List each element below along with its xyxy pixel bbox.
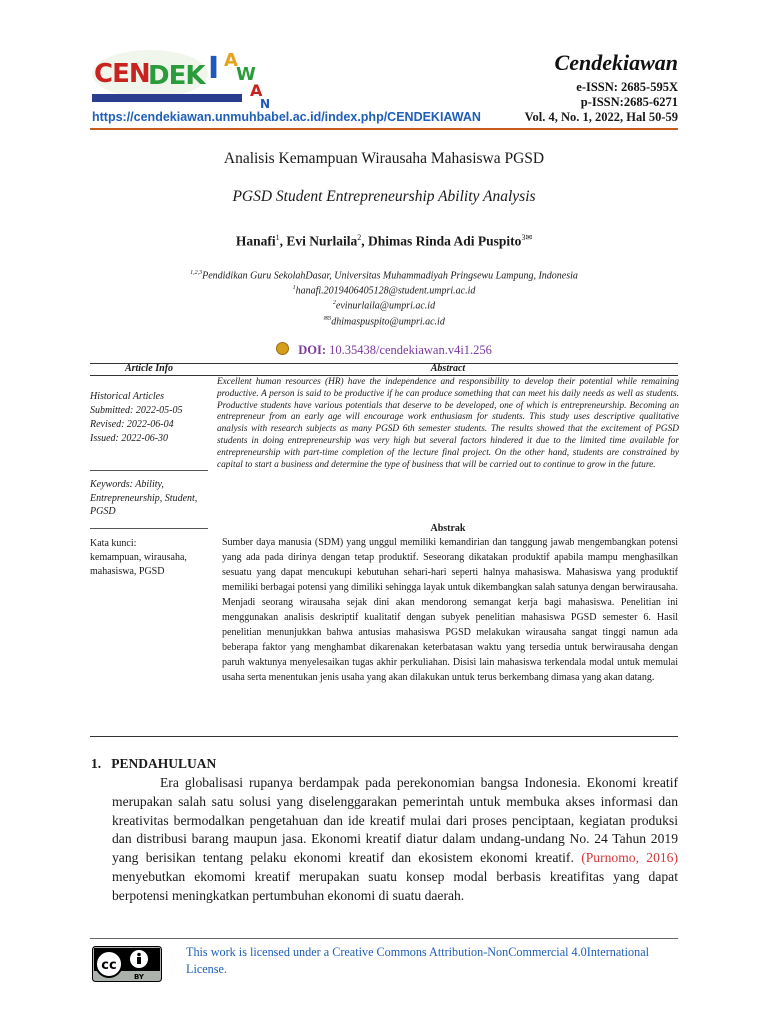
pissn: p-ISSN:2685-6271: [580, 95, 678, 109]
body-paragraph: Era globalisasi rupanya berdampak pada perekonomian bangsa Indonesia. Ekonomi kreatif merupakan salah satu solusi yang diselenggarakan pemerintah untuk membuka akses informasi dan kreativitas bermodalkan pengetahuan dan ide kreatif mulai dari proses penciptaan, kegiatan produksi dan distribusi barang maupun jasa. Ekonomi kreatif diatur dalam undang-undang No. 24 Tahun 2019 yang berisikan tentang pelaku ekonomi kreatif dan ekosistem ekonomi kreatif. (Purnomo, 2016) menyebutkan ekomomi kreatif merupakan suatu konsep modal berbasis kreatifitas yang dapat berpotensi meningkatkan pertumbuhan ekonomi di suatu daerah.: [112, 775, 678, 903]
title-english: PGSD Student Entrepreneurship Ability Analysis: [232, 188, 536, 205]
svg-text:CEN: CEN: [94, 59, 150, 89]
abstract-indonesian: Sumber daya manusia (SDM) yang unggul memiliki kemandirian dan tanggung jawab mengembangkan potensi yang ada pada dirinya dengan tetap produktif. Seseorang dikatakan produktif apabila mampu menghasilkan sesuatu yang dapat mencukupi kebutuhan sehari-hari seperti halnya mahasiswa. Mahasiswa yang produktif memiliki berbagai potensi yang dimiliki sehingga layak untuk dikembangkan salah satunya dengan berwirausaha. Menjadi seorang wirausaha sejak dini akan mendorong semangat kerja bagi mahasiswa. Penelitian ini menggunakan analisis deskriptif kualitatif dengan subyek penelitian mahasiswa PGSD semester 6. Hasil penelitian menunjukkan bahwa antusias mahasiswa PGSD melakukan wirausaha sangat tinggi namun ada beberapa faktor yang menghambat dikarenakan keterbatasan waktu yang tersedia untuk berwirausaha dengan paruh waktunya menyelesaikan tugas akhir perkuliahan. Disisi lain mahasiswa terkendala modal untuk memulai usaha serta menentukan jenis usaha yang akan dilakukan untuk terus berkembang dimasa yang akan datang.: [222, 537, 678, 683]
journal-name: Cendekiawan: [554, 50, 678, 75]
license-link[interactable]: This work is licensed under a Creative Commons Attribution-NonCommercial 4.0International License.: [186, 945, 650, 976]
section-heading: 1. PENDAHULUAN: [91, 756, 217, 771]
svg-text:cc: cc: [101, 958, 117, 973]
revised-date: Revised: 2022-06-04: [90, 419, 174, 430]
footer-divider: [90, 938, 678, 939]
citation-link[interactable]: (Purnomo, 2016): [581, 850, 678, 866]
doi-link[interactable]: 10.35438/cendekiawan.v4i1.256: [329, 343, 492, 357]
keywords: Keywords: Ability, Entrepreneurship, Student, PGSD: [90, 479, 198, 517]
author-name: Dhimas Rinda Adi Puspito: [368, 233, 522, 249]
svg-text:A: A: [250, 81, 263, 100]
article-info-header: Article Info: [124, 363, 174, 374]
doi-label: DOI:: [298, 343, 326, 357]
svg-text:DEK: DEK: [148, 61, 205, 91]
email-3: $^{✉3}$dhimaspuspito@umpri.ac.id: [323, 316, 445, 328]
historical-articles-label: Historical Articles: [90, 391, 164, 402]
journal-logo: [90, 44, 270, 114]
author-name: Hanafi: [235, 233, 276, 249]
kata-kunci-label: Kata kunci:: [90, 538, 137, 549]
table-header-rule: [90, 375, 678, 376]
title-indonesian: Analisis Kemampuan Wirausaha Mahasiswa PGSD: [223, 150, 545, 167]
abstract-english: Excellent human resources (HR) have the independence and responsibility to develop their potential while remaining productive. A person is said to be productive if he can produce something that can meet his daily needs as well as students. Productive students have various potentials that deserve to be developed, one of which is entrepreneurship. Becoming an entrepreneur from an early age will encourage work enthusiasm for students. This study uses descriptive qualitative analysis with research subjects as many PGSD 6th semester students. The results showed that the excitement of PGSD students in doing entrepreneurship was very high but several factors hindered it due to the limited time available for entrepreneurship with part-time completion of the lecture final project. On the other hand, students are constrained by capital to start a business and determine the type of business that will be carried out to continue to grow in the future.: [217, 377, 679, 470]
info-divider: [90, 470, 208, 471]
email-2: $^2$evinurlaila@umpri.ac.id: [332, 300, 436, 312]
issued-date: Issued: 2022-06-30: [90, 433, 169, 444]
svg-text:BY: BY: [133, 973, 145, 981]
svg-text:N: N: [260, 97, 270, 111]
submitted-date: Submitted: 2022-05-05: [90, 405, 183, 416]
svg-text:I: I: [208, 51, 220, 86]
volume-info: Vol. 4, No. 1, 2022, Hal 50-59: [524, 110, 678, 124]
author-name: Evi Nurlaila: [286, 233, 358, 249]
doi-row: [0, 342, 768, 358]
journal-url-link[interactable]: https://cendekiawan.unmuhbabel.ac.id/index.php/CENDEKIAWAN: [92, 110, 481, 124]
svg-text:A: A: [224, 50, 238, 71]
abstract-header: Abstract: [430, 363, 466, 374]
eissn: e-ISSN: 2685-595X: [576, 80, 678, 94]
table-bottom-rule: [90, 736, 678, 737]
doi-icon: [276, 342, 289, 355]
svg-text:W: W: [236, 64, 256, 85]
author-list: Hanafi$^1$, Evi Nurlaila$^2$, Dhimas Rinda Adi Puspito$^{3✉}$: [235, 233, 533, 249]
header-divider: [90, 128, 678, 130]
email-1: $^1$hanafi.2019406405128@student.umpri.ac.id: [292, 285, 476, 297]
kata-kunci: kemampuan, wirausaha, mahasiswa, PGSD: [90, 552, 187, 577]
affiliation: $^{1,2,3}$Pendidikan Guru SekolahDasar, Universitas Muhammadiyah Pringsewu Lampung, Indonesia: [190, 270, 578, 282]
abstrak-heading: Abstrak: [430, 523, 466, 534]
cc-by-badge-icon[interactable]: [92, 946, 162, 982]
info-divider: [90, 528, 208, 529]
